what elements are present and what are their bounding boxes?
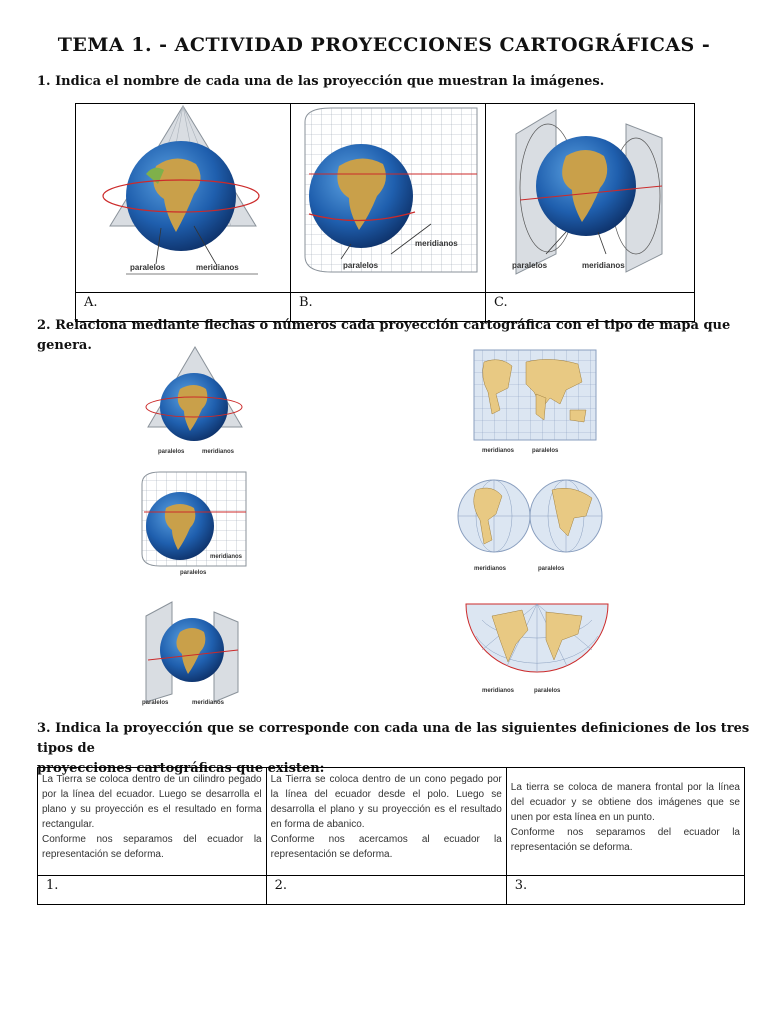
figure-c-cell bbox=[486, 104, 695, 293]
answer-2-cell[interactable]: 2. bbox=[266, 876, 506, 905]
question-1-text: 1. Indica el nombre de cada una de las proyección que muestran la imágenes. bbox=[37, 74, 605, 89]
definition-2-cell bbox=[266, 768, 506, 876]
label-paralelos: paralelos bbox=[538, 566, 565, 572]
definition-1-cell bbox=[38, 768, 267, 876]
q1-table bbox=[75, 103, 695, 322]
label-paralelos: paralelos bbox=[180, 570, 207, 576]
q3-table bbox=[37, 767, 745, 905]
definition-1-note: Conforme nos separamos del ecuador la representación se deforma. bbox=[42, 834, 262, 860]
page-title: TEMA 1. - ACTIVIDAD PROYECCIONES CARTOGRÁFICAS - bbox=[57, 34, 711, 56]
question-3-line-2: proyecciones cartográficas que existen: bbox=[37, 761, 325, 776]
label-paralelos: paralelos bbox=[343, 261, 379, 270]
label-paralelos: paralelos bbox=[534, 688, 561, 694]
definition-2-text: La Tierra se coloca dentro de un cono pegado por la línea del ecuador desde el polo. Luego se desarrolla el plano y su proyección es el resultado en forma de abanico. bbox=[270, 774, 502, 830]
q2-rectangular-map bbox=[470, 348, 600, 456]
cylindrical-projection-figure bbox=[291, 104, 485, 288]
answer-b-cell[interactable]: B. bbox=[291, 293, 486, 322]
q2-conic-figure bbox=[140, 345, 250, 457]
answer-a-cell[interactable]: A. bbox=[76, 293, 291, 322]
label-paralelos: paralelos bbox=[532, 448, 559, 454]
definition-1-text: La Tierra se coloca dentro de un cilindro pegado por la línea del ecuador. Luego se desarrolla el plano y su proyección es el resultado en forma rectangular. bbox=[42, 774, 262, 830]
conic-projection-figure bbox=[76, 104, 290, 288]
answer-c-cell[interactable]: C. bbox=[486, 293, 695, 322]
q2-two-hemispheres-map bbox=[456, 474, 606, 578]
label-meridianos: meridianos bbox=[482, 688, 515, 694]
azimuthal-projection-figure bbox=[486, 104, 694, 288]
answer-3-cell[interactable]: 3. bbox=[506, 876, 744, 905]
label-meridianos: meridianos bbox=[582, 261, 625, 270]
label-meridianos: meridianos bbox=[482, 448, 515, 454]
label-paralelos: paralelos bbox=[142, 700, 169, 706]
label-meridianos: meridianos bbox=[196, 263, 239, 272]
answer-1-cell[interactable]: 1. bbox=[38, 876, 267, 905]
label-paralelos: paralelos bbox=[158, 449, 185, 455]
figure-a-cell bbox=[76, 104, 291, 293]
question-2-text: 2. Relaciona mediante flechas o números cada proyección cartográfica con el tipo de mapa que genera. bbox=[37, 318, 731, 353]
figure-b-cell bbox=[291, 104, 486, 293]
q2-fan-map bbox=[462, 600, 612, 696]
label-meridianos: meridianos bbox=[415, 239, 458, 248]
definition-3-note: Conforme nos separamos del ecuador la representación se deforma. bbox=[510, 827, 740, 853]
label-meridianos: meridianos bbox=[474, 566, 507, 572]
definition-2-note: Conforme nos acercamos al ecuador la representación se deforma. bbox=[270, 834, 502, 860]
label-meridianos: meridianos bbox=[202, 449, 235, 455]
label-paralelos: paralelos bbox=[512, 261, 548, 270]
definition-3-cell bbox=[506, 768, 744, 876]
q2-azimuthal-figure bbox=[138, 598, 248, 708]
label-meridianos: meridianos bbox=[192, 700, 225, 706]
q2-cylindrical-figure bbox=[136, 470, 248, 580]
label-paralelos: paralelos bbox=[130, 263, 166, 272]
question-3-line-1: 3. Indica la proyección que se corresponde con cada una de las siguientes definiciones de los tres tipos de bbox=[37, 721, 750, 756]
definition-3-text: La tierra se coloca de manera frontal por la línea del ecuador y se obtiene dos imágenes que se unen por esta línea en un punto. bbox=[510, 782, 740, 823]
label-meridianos: meridianos bbox=[210, 554, 243, 560]
